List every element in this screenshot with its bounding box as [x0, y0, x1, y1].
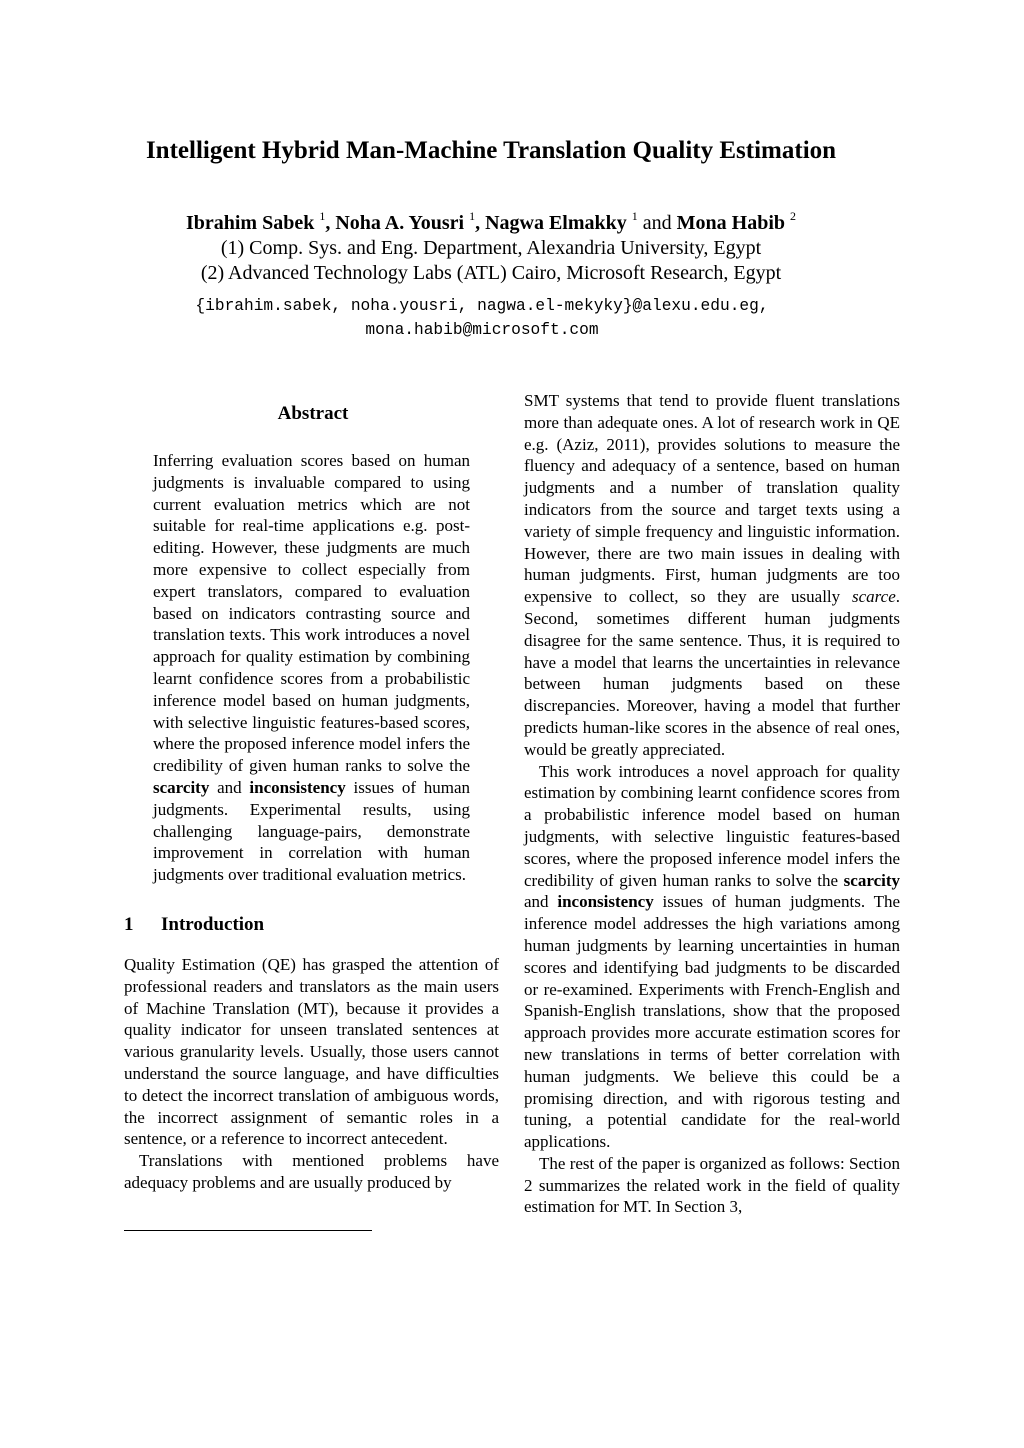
paragraph-text-part: SMT systems that tend to provide fluent translations more than adequate ones. A lot of research work in QE e.g. (Aziz, 2011), provides solutions to measure the fluency and adequacy of a sentence, based on human judgments and a number of translation quality indicators from the source and target texts using a variety of simple frequency and linguistic information. However, there are two main issues in dealing with human judgments. First, human judgments are too expensive to collect, so they are usually: [524, 391, 900, 607]
abstract-keyword-inconsistency: inconsistency: [249, 777, 346, 797]
keyword-inconsistency: inconsistency: [557, 892, 654, 912]
left-column: [124, 398, 499, 1231]
affiliation-2: (2) Advanced Technology Labs (ATL) Cairo, Microsoft Research, Egypt: [200, 262, 782, 284]
paper-title: Intelligent Hybrid Man-Machine Translation Quality Estimation: [145, 137, 837, 164]
section-title: Introduction: [161, 913, 265, 935]
section-heading-introduction: [124, 913, 499, 937]
author-name: Mona Habib: [676, 212, 786, 234]
right-column: [524, 390, 900, 1218]
intro-paragraph-1: Quality Estimation (QE) has grasped the attention of professional readers and translators as the main users of Machine Translation (MT), because it provides a quality indicator for unseen translated sentences at various granularity levels. Usually, those users cannot understand the source language, and have difficulties to detect the incorrect translation of ambiguous words, the incorrect assignment of semantic roles in a sentence, or a reference to incorrect antecedent.: [124, 954, 499, 1149]
paragraph-text-part: and: [524, 892, 549, 912]
affiliation-marker: 1: [631, 209, 638, 223]
author-separator: ,: [475, 212, 486, 234]
paragraph-text-part: . Second, sometimes different human judgments disagree for the same sentence. Thus, it is required to have a model that learns the uncertainties in relevance between human judgments based on these discrepancies. Moreover, having a model that further predicts human-like scores in the absence of real ones, would be greatly appreciated.: [524, 587, 900, 759]
author-name: Noha A. Yousri: [335, 212, 465, 234]
affiliation-marker: 1: [319, 209, 326, 223]
author-separator: ,: [325, 212, 336, 234]
keyword-scarcity: scarcity: [843, 870, 901, 890]
abstract-heading: Abstract: [277, 403, 349, 424]
intro-paragraph-2: Translations with mentioned problems have adequacy problems and are usually produced by: [124, 1151, 499, 1192]
right-paragraph-1: [524, 390, 900, 761]
affiliation-marker: 2: [790, 209, 797, 223]
abstract-text-part: Inferring evaluation scores based on human judgments is invaluable compared to using current evaluation metrics which are not suitable for real-time applications e.g. post-editing. However, these judgments are much more expensive to collect especially from expert translators, compared to evaluation based on indicators contrasting source and translation texts. This work introduces a novel approach for quality estimation by combining learnt confidence scores from a probabilistic inference model based on human judgments, with selective linguistic features-based scores, where the proposed inference model infers the credibility of given human ranks to solve the: [153, 451, 470, 776]
section-number: 1: [124, 913, 134, 935]
author-block: [0, 211, 982, 286]
abstract-keyword-scarcity: scarcity: [153, 777, 210, 797]
author-name: Ibrahim Sabek: [185, 212, 315, 234]
email-line-1: {ibrahim.sabek, noha.yousri, nagwa.el-mekyky}@alexu.edu.eg,: [195, 297, 769, 315]
right-paragraph-3: The rest of the paper is organized as follows: Section 2 summarizes the related work in the field of quality estimation for MT. In Section 3,: [524, 1153, 900, 1217]
author-conjunction: and: [642, 212, 672, 234]
affiliation-1: (1) Comp. Sys. and Eng. Department, Alexandria University, Egypt: [220, 237, 762, 259]
paragraph-text-part: issues of human judgments. The inference model addresses the high variations among human judgments by learning uncertainties in human scores and identifying bad judgments to be discarded or re-examined. Experiments with French-English and Spanish-English translations, show that the proposed approach provides more accurate estimation scores for new translations in terms of better correlation with human judgments. We believe this could be a promising direction, and with rigorous testing and tuning, a potential candidate for the real-world applications.: [524, 892, 901, 1152]
email-line-2: mona.habib@microsoft.com: [365, 321, 599, 339]
paragraph-text-part: This work introduces a novel approach for quality estimation by combining learnt confidence scores from a probabilistic inference model based on human judgments, with selective linguistic features-based scores, where the proposed inference model infers the credibility of given human ranks to solve the: [524, 761, 900, 890]
affiliation-marker: 1: [469, 209, 476, 223]
right-paragraph-2: [524, 761, 900, 1153]
abstract-text: [153, 450, 470, 886]
author-name: Nagwa Elmakky: [485, 212, 627, 234]
abstract-text-part: and: [217, 777, 242, 797]
emphasis-scarce: scarce: [852, 587, 896, 607]
abstract-text-part: issues of human judgments. Experimental results, using challenging language-pairs, demonstrate improvement in correlation with human judgments over traditional evaluation metrics.: [153, 777, 471, 885]
author-list: [0, 211, 982, 236]
footnote-divider: [124, 1230, 372, 1231]
author-emails: [0, 294, 964, 342]
